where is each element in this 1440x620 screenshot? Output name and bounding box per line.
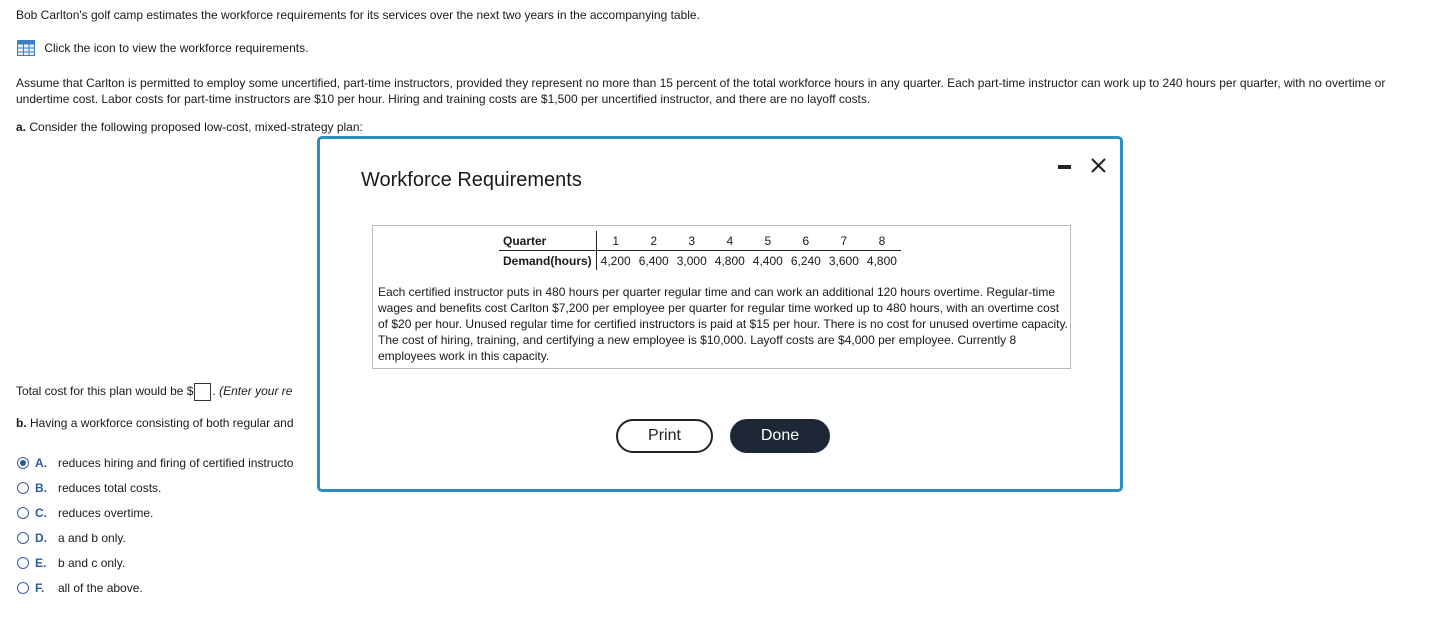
close-icon[interactable]: [1088, 156, 1108, 176]
option-text: reduces overtime.: [58, 506, 154, 520]
option-f[interactable]: [17, 580, 143, 596]
requirements-content: [372, 225, 1071, 369]
option-text: all of the above.: [58, 581, 143, 595]
option-text: b and c only.: [58, 556, 126, 570]
workforce-table-link[interactable]: [17, 40, 308, 56]
demand-cell: 4,200: [600, 253, 631, 268]
demand-cell: 4,800: [866, 253, 897, 268]
minimize-icon[interactable]: [1058, 165, 1071, 169]
demand-cell: 4,400: [752, 253, 783, 268]
demand-header: Demand(hours): [499, 251, 596, 271]
intro-text: Bob Carlton's golf camp estimates the workforce requirements for its services over the next two years in the accompanying table.: [16, 8, 700, 22]
total-cost-input[interactable]: [194, 383, 211, 401]
quarter-cell: 2: [635, 231, 673, 251]
option-a[interactable]: [17, 455, 293, 471]
quarter-cell: 1: [596, 231, 635, 251]
demand-row: [499, 251, 901, 271]
option-text: reduces total costs.: [58, 481, 162, 495]
part-a-text: Consider the following proposed low-cost, mixed-strategy plan:: [29, 120, 363, 134]
radio-button[interactable]: [17, 507, 29, 519]
total-cost-prefix: Total cost for this plan would be $: [16, 384, 194, 399]
part-a-letter: a.: [16, 120, 27, 134]
option-e[interactable]: [17, 555, 125, 571]
option-text: a and b only.: [58, 531, 126, 545]
option-letter: E.: [35, 556, 47, 570]
done-button[interactable]: Done: [730, 419, 830, 453]
total-cost-line: Total cost for this plan would be $ . (Enter your re: [16, 383, 292, 401]
requirements-table: [499, 231, 901, 270]
total-cost-hint: (Enter your re: [219, 384, 293, 399]
quarter-cell: 8: [863, 231, 901, 251]
assumption-text: Assume that Carlton is permitted to employ some uncertified, part-time instructors, provided they represent no more than 15 percent of the total workforce hours in any quarter. Each part-time instructor can work up to 240 hours per quarter, with no overtime or undertime cost. Labor costs for part-time instructors are $10 per hour. Hiring and training costs are $1,500 per uncertified instructor, and there are no layoff costs.: [16, 76, 1386, 106]
part-b-text: Having a workforce consisting of both regular and: [30, 416, 294, 430]
quarter-header: Quarter: [499, 231, 596, 251]
option-text: reduces hiring and firing of certified instructo: [58, 456, 294, 470]
radio-button[interactable]: [17, 532, 29, 544]
option-letter: D.: [35, 531, 47, 545]
dialog-title: Workforce Requirements: [361, 169, 582, 191]
demand-cell: 6,240: [790, 253, 821, 268]
option-letter: B.: [35, 481, 47, 495]
quarter-cell: 5: [749, 231, 787, 251]
option-c[interactable]: [17, 505, 153, 521]
icon-link-text: Click the icon to view the workforce requirements.: [44, 41, 309, 55]
quarter-cell: 4: [711, 231, 749, 251]
quarter-cell: 7: [825, 231, 863, 251]
demand-cell: 4,800: [714, 253, 745, 268]
part-b-prompt: [16, 416, 294, 430]
quarter-row: [499, 231, 901, 251]
requirements-description: Each certified instructor puts in 480 hours per quarter regular time and can work an additional 120 hours overtime. Regular-time wages and benefits cost Carlton $7,200 per employee per quarter for regular time worked up to 480 hours, with an overtime cost of $20 per hour. Unused regular time for certified instructors is paid at $15 per hour. There is no cost for unused overtime capacity. The cost of hiring, training, and certifying a new employee is $10,000. Layoff costs are $4,000 per employee. Currently 8 employees work in this capacity.: [378, 285, 1068, 363]
option-b[interactable]: [17, 480, 161, 496]
radio-button[interactable]: [17, 482, 29, 494]
option-letter: F.: [35, 581, 45, 595]
radio-button[interactable]: [17, 582, 29, 594]
table-icon[interactable]: [17, 40, 35, 56]
demand-cell: 3,000: [676, 253, 707, 268]
workforce-requirements-dialog: [317, 136, 1123, 492]
demand-cell: 6,400: [638, 253, 669, 268]
demand-cell: 3,600: [828, 253, 859, 268]
option-d[interactable]: [17, 530, 126, 546]
part-b-letter: b.: [16, 416, 27, 430]
quarter-cell: 6: [787, 231, 825, 251]
part-a-prompt: [16, 120, 363, 134]
print-button[interactable]: Print: [616, 419, 713, 453]
radio-button-selected[interactable]: [17, 457, 29, 469]
quarter-cell: 3: [673, 231, 711, 251]
option-letter: A.: [35, 456, 47, 470]
radio-button[interactable]: [17, 557, 29, 569]
option-letter: C.: [35, 506, 47, 520]
